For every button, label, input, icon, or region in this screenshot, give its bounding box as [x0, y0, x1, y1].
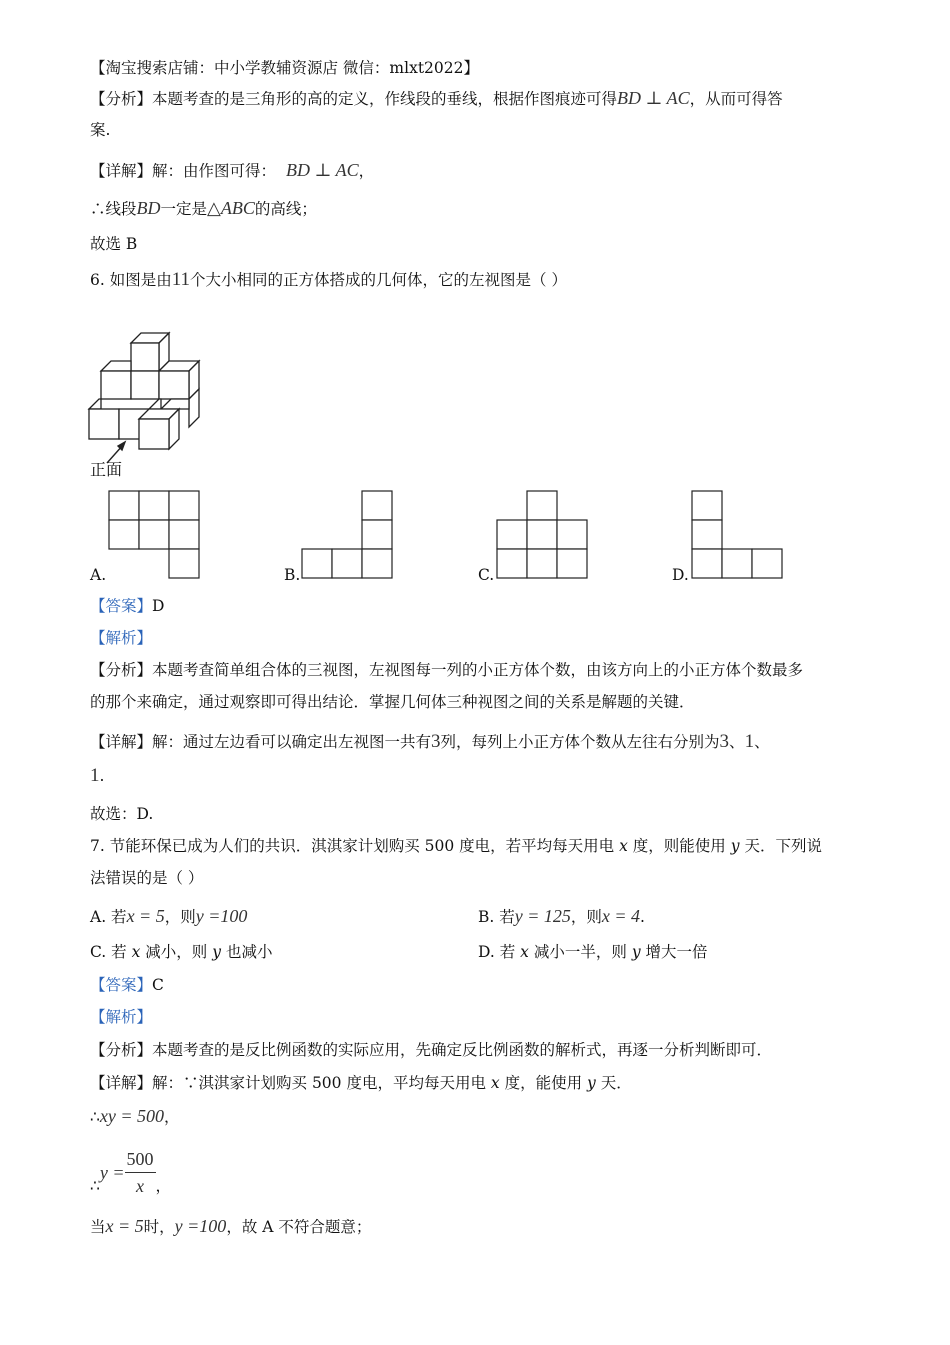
option-b-label[interactable]	[284, 566, 300, 584]
fraction-numerator: 500	[125, 1146, 156, 1173]
text: 时，	[143, 1218, 175, 1236]
stem-text: 天．下列说	[744, 837, 822, 855]
var-y: y	[587, 1074, 596, 1092]
q6-detail-line2	[90, 766, 104, 786]
var-x: x	[490, 1074, 500, 1092]
var-x: x	[131, 943, 141, 961]
q7-analysis-line	[90, 1040, 772, 1060]
var-y: y	[730, 837, 740, 855]
text: 当	[90, 1218, 106, 1236]
fraction	[125, 1146, 156, 1199]
detail-text: .	[99, 767, 105, 785]
math-expression: y =	[99, 1162, 125, 1183]
analysis-text: 的那个来确定，通过观察即可得出结论．掌握几何体三种视图之间的关系是解题的关键．	[90, 693, 695, 711]
math-number: 1	[744, 731, 755, 752]
stem-text: 度，则能使用	[632, 837, 726, 855]
option-a-label[interactable]	[90, 566, 106, 584]
detail-tag: 【详解】	[90, 733, 153, 751]
text: 一定是	[160, 200, 208, 218]
option-text: C. 若	[90, 943, 127, 961]
detail-text: 解：通过左边看可以确定出左视图一共有	[152, 733, 432, 751]
detail-tag: 【详解】	[90, 1074, 153, 1092]
therefore-symbol: ∴	[90, 1177, 100, 1195]
q5-choice-line	[90, 234, 137, 254]
math-expression: x = 5	[126, 906, 165, 926]
option-text: ，则	[570, 908, 602, 926]
option-text: D. 若	[478, 943, 516, 961]
answer-tag: 【答案】	[90, 976, 153, 994]
answer-tag: 【答案】	[90, 597, 153, 615]
q7-option-b[interactable]	[478, 906, 645, 927]
option-text: A. 若	[90, 908, 127, 926]
math-expression: x = 4	[601, 906, 641, 926]
header-watermark	[90, 58, 479, 78]
detail-text: 度，能使用	[504, 1074, 583, 1092]
stem-text: 7. 节能环保已成为人们的共识．淇淇家计划购买 500 度电，若平均每天用电	[90, 837, 615, 855]
therefore-symbol: ∴	[90, 1108, 100, 1126]
analysis-text: 本题考查简单组合体的三视图，左视图每一列的小正方体个数，由该方向上的小正方体个数最多	[152, 661, 804, 679]
q6-stem	[90, 270, 567, 290]
option-label: C.	[478, 566, 495, 584]
analysis-text: 案.	[90, 121, 111, 139]
explain-tag: 【解析】	[90, 1008, 153, 1026]
fraction-denominator: x	[136, 1176, 145, 1196]
math-expression: y = 125	[514, 906, 571, 926]
math-number: 3	[431, 731, 441, 752]
option-c-view	[496, 490, 591, 582]
math-expression: xy = 500	[99, 1106, 164, 1126]
option-text: 增大一倍	[645, 943, 708, 961]
q7-option-d[interactable]	[478, 942, 708, 962]
option-c-label[interactable]	[478, 566, 494, 584]
text: ，	[155, 1177, 172, 1195]
header-text: 【淘宝搜索店铺：中小学教辅资源店 微信：mlxt2022】	[90, 59, 480, 77]
q6-analysis-line2	[90, 692, 695, 712]
separator: 、	[754, 733, 770, 751]
text: ，故 A 不符合题意；	[226, 1218, 372, 1236]
option-label: A.	[90, 566, 107, 584]
math-expression: y =100	[174, 1216, 227, 1236]
analysis-text: 本题考查的是反比例函数的实际应用，先确定反比例函数的解析式，再逐一分析判断即可．	[152, 1041, 773, 1059]
math-expression: BD	[136, 198, 161, 218]
q6-analysis-line1	[90, 660, 803, 680]
separator: 、	[729, 733, 745, 751]
q7-option-a[interactable]	[90, 906, 247, 927]
math-expression: △ABC	[207, 198, 255, 218]
var-y: y	[631, 943, 641, 961]
q7-stem-line2	[90, 868, 203, 888]
q6-explain-line	[90, 628, 152, 648]
math-number: 1	[90, 765, 100, 786]
detail-text: 天．	[600, 1074, 632, 1092]
q7-option-c[interactable]	[90, 942, 272, 962]
q6-choice-line	[90, 804, 153, 824]
q7-answer-line	[90, 975, 164, 995]
option-text: ，则	[164, 908, 196, 926]
stem-text: 法错误的是（ ）	[90, 869, 204, 887]
option-text: 也减小	[225, 943, 273, 961]
option-label: D.	[672, 566, 689, 584]
q6-answer-line	[90, 596, 164, 616]
option-text: B. 若	[478, 908, 515, 926]
q7-explain-line	[90, 1007, 152, 1027]
explain-tag: 【解析】	[90, 629, 153, 647]
detail-text: 解：由作图可得：	[152, 162, 277, 180]
detail-tag: 【详解】	[90, 162, 153, 180]
var-x: x	[619, 837, 628, 855]
math-number: 3	[719, 731, 730, 752]
front-label-text: 正面	[90, 460, 123, 479]
q5-analysis-line2	[90, 120, 110, 140]
option-label: B.	[284, 566, 301, 584]
choice-text: 故选 B	[90, 235, 138, 253]
option-d-view	[691, 490, 786, 582]
option-text: .	[640, 908, 645, 926]
detail-text: ，	[358, 162, 375, 180]
analysis-tag: 【分析】	[90, 661, 153, 679]
q5-analysis-line1	[90, 88, 783, 109]
front-label	[90, 460, 122, 480]
var-x: x	[520, 943, 529, 961]
var-y: y	[212, 943, 222, 961]
answer-value: D	[152, 597, 165, 615]
choice-text: 故选：D.	[90, 805, 154, 823]
analysis-tag: 【分析】	[90, 90, 153, 108]
stem-text: 个大小相同的正方体搭成的几何体，它的左视图是（ ）	[190, 271, 567, 289]
detail-text: 列，每列上小正方体个数从左往右分别为	[440, 733, 720, 751]
q5-therefore-line	[90, 198, 317, 219]
text: ，	[164, 1108, 180, 1126]
detail-text: 解：∵淇淇家计划购买 500 度电，平均每天用电	[152, 1074, 486, 1092]
math-expression: x = 5	[105, 1216, 144, 1236]
q7-eq2-line	[90, 1146, 171, 1199]
q5-detail-line	[90, 160, 374, 181]
stem-text: 6. 如图是由	[90, 271, 172, 289]
math-number: 11	[171, 269, 191, 290]
option-b-view	[301, 490, 396, 582]
q7-eq1-line	[90, 1106, 180, 1127]
math-expression: y =100	[195, 906, 248, 926]
math-expression: BD ⊥ AC	[617, 88, 690, 108]
text: 的高线；	[254, 200, 317, 218]
analysis-text: 本题考查的是三角形的高的定义，作线段的垂线，根据作图痕迹可得	[152, 90, 618, 108]
q6-detail-line1	[90, 732, 770, 752]
q7-stem-line1	[90, 836, 822, 856]
option-d-label[interactable]	[672, 566, 689, 584]
q7-detail-line	[90, 1073, 632, 1093]
math-expression: BD ⊥ AC	[286, 160, 359, 180]
option-text: 减小，则	[145, 943, 208, 961]
option-text: 减小一半，则	[533, 943, 627, 961]
option-a-view	[108, 490, 203, 582]
analysis-tag: 【分析】	[90, 1041, 153, 1059]
answer-value: C	[152, 976, 164, 994]
analysis-text: ，从而可得答	[689, 90, 783, 108]
q7-when-line	[90, 1216, 371, 1237]
text: ∴线段	[90, 200, 137, 218]
